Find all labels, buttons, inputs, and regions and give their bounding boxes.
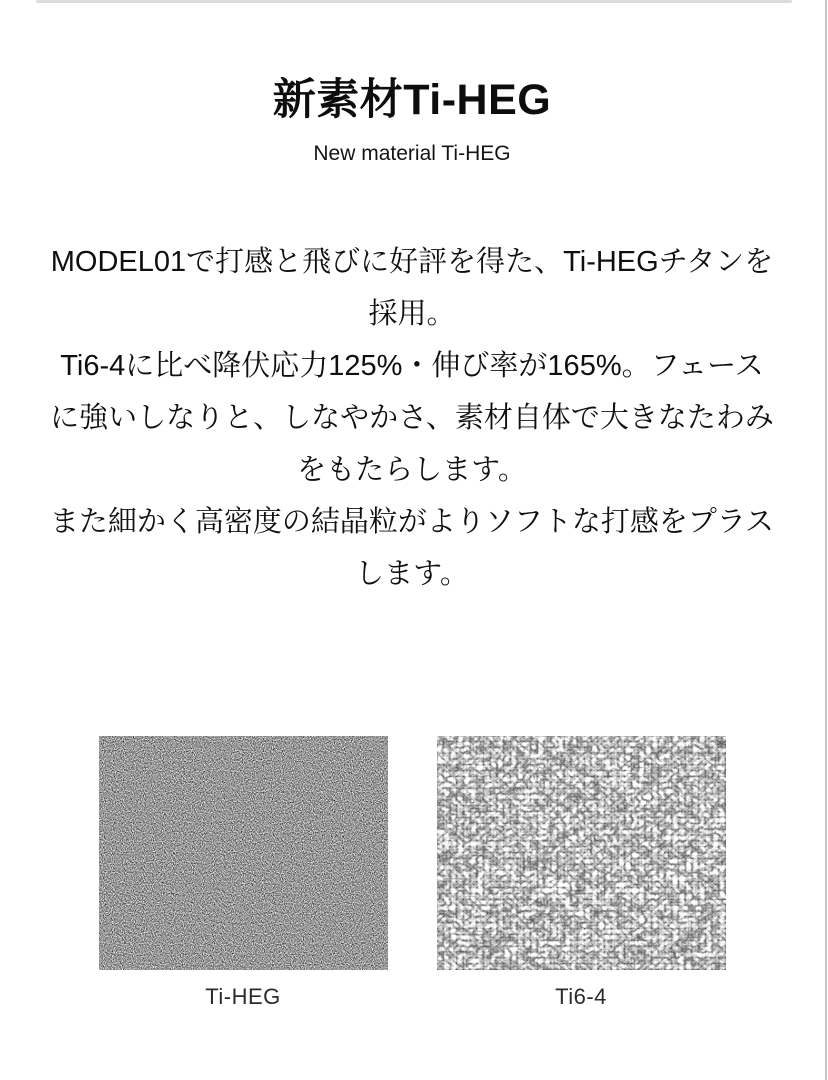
section-subtitle: New material Ti-HEG [313,142,511,165]
body-text-line: します。 [355,558,469,590]
ti-heg-texture-image [99,736,388,970]
body-text-line: また細かく高密度の結晶粒がよりソフトな打感をプラス [49,506,775,538]
ti6-4-texture-image [437,736,726,970]
body-text-line: Ti6-4に比べ降伏応力125%・伸び率が165%。フェース [60,350,764,382]
body-text-line: をもたらします。 [297,454,527,486]
body-text-line: MODEL01で打感と飛びに好評を得た、Ti-HEGチタンを [50,246,774,278]
top-divider-line [36,0,792,3]
body-text [42,236,782,600]
section-title: 新素材Ti-HEG [272,76,552,124]
figure-ti-heg [99,736,388,1010]
figure-caption-ti-heg: Ti-HEG [205,984,281,1009]
body-text-line: 採用。 [368,298,456,330]
figure-row [0,736,824,1010]
figure-ti6-4 [437,736,726,1010]
figure-caption-ti6-4: Ti6-4 [555,984,607,1009]
body-text-line: に強いしなりと、しなやかさ、素材自体で大きなたわみ [50,402,774,434]
right-page-border [825,0,827,1080]
